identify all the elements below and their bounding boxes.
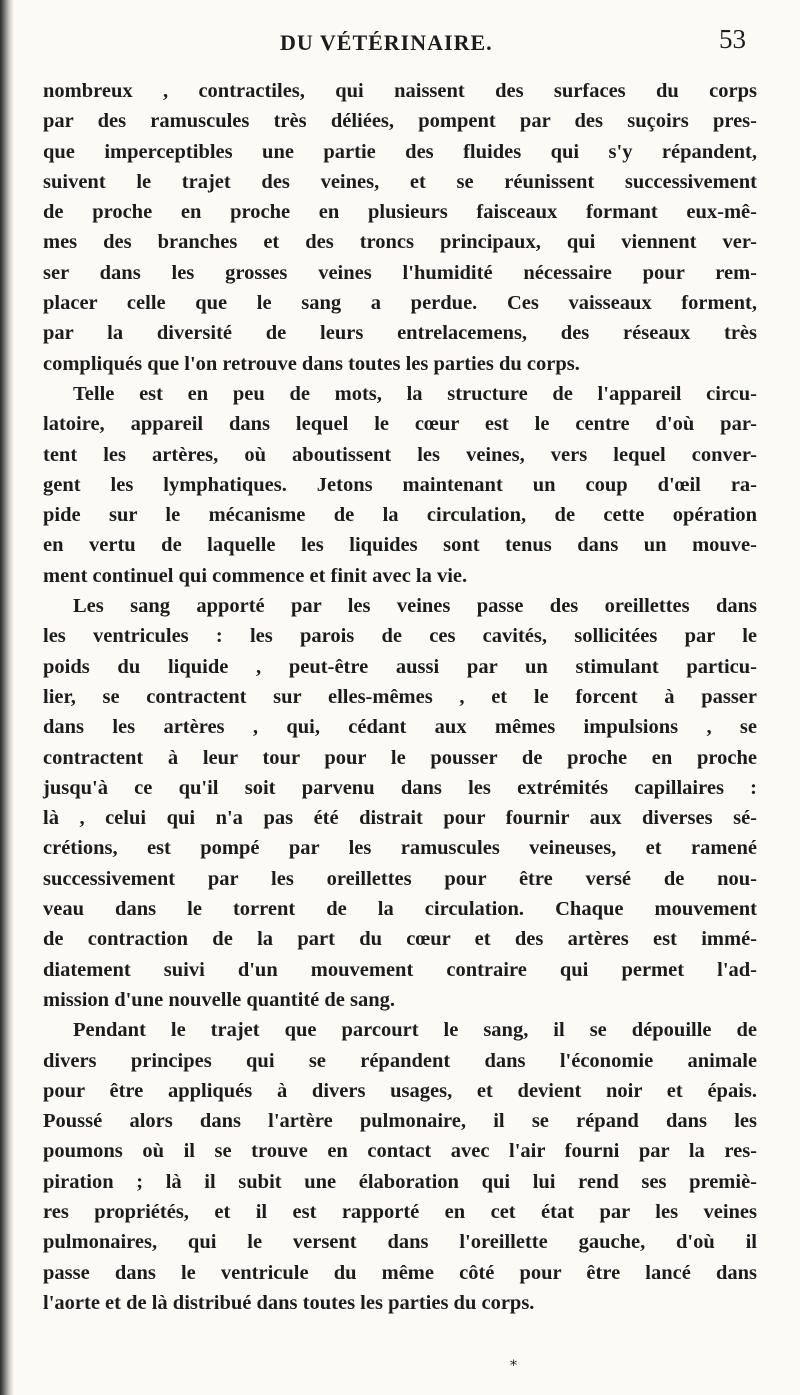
text-line: que imperceptibles une partie des fluides qui s'y répandent, bbox=[43, 140, 757, 163]
text-line: tent les artères, où aboutissent les veines, vers lequel conver- bbox=[43, 443, 757, 466]
text-line: Poussé alors dans l'artère pulmonaire, il se répand dans les bbox=[43, 1110, 757, 1133]
text-line: successivement par les oreillettes pour être versé de nou- bbox=[43, 867, 757, 890]
text-line: mes des branches et des troncs principaux, qui viennent ver- bbox=[43, 231, 757, 254]
text-line: crétions, est pompé par les ramuscules veineuses, et ramené bbox=[43, 837, 757, 860]
text-line: passe dans le ventricule du même côté pour être lancé dans bbox=[43, 1261, 757, 1284]
text-line: de contraction de la part du cœur et des artères est immé- bbox=[43, 928, 757, 951]
text-line: pour être appliqués à divers usages, et devient noir et épais. bbox=[43, 1079, 757, 1102]
page-header bbox=[0, 20, 800, 60]
text-line: Les sang apporté par les veines passe des oreillettes dans bbox=[73, 595, 757, 618]
paragraph-3 bbox=[43, 591, 757, 1015]
text-line: par des ramuscules très déliées, pompent par des suçoirs pres- bbox=[43, 110, 757, 133]
page-number: 53 bbox=[719, 24, 746, 54]
printer-signature-mark: * bbox=[510, 1358, 517, 1374]
text-line: divers principes qui se répandent dans l'économie animale bbox=[43, 1049, 757, 1072]
text-line: jusqu'à ce qu'il soit parvenu dans les extrémités capillaires : bbox=[43, 776, 757, 799]
text-line: en vertu de laquelle les liquides sont tenus dans un mouve- bbox=[43, 534, 757, 557]
text-line: suivent le trajet des veines, et se réunissent successivement bbox=[43, 170, 757, 193]
text-line: veau dans le torrent de la circulation. Chaque mouvement bbox=[43, 898, 757, 921]
text-line: poids du liquide , peut-être aussi par un stimulant particu- bbox=[43, 655, 757, 678]
text-line: ser dans les grosses veines l'humidité nécessaire pour rem- bbox=[43, 261, 757, 284]
text-line: piration ; là il subit une élaboration qui lui rend ses premiè- bbox=[43, 1170, 757, 1193]
text-line: dans les artères , qui, cédant aux mêmes impulsions , se bbox=[43, 716, 757, 739]
body-text bbox=[43, 76, 757, 1318]
text-line: placer celle que le sang a perdue. Ces vaisseaux forment, bbox=[43, 292, 757, 315]
paragraph-4 bbox=[43, 1015, 757, 1318]
text-line: Telle est en peu de mots, la structure de l'appareil circu- bbox=[73, 382, 757, 405]
text-line: contractent à leur tour pour le pousser de proche en proche bbox=[43, 746, 757, 769]
text-line: lier, se contractent sur elles-mêmes , et le forcent à passer bbox=[43, 685, 757, 708]
text-line: res propriétés, et il est rapporté en cet état par les veines bbox=[43, 1200, 757, 1223]
text-line: pulmonaires, qui le versent dans l'oreillette gauche, d'où il bbox=[43, 1231, 757, 1254]
text-line: les ventricules : les parois de ces cavités, sollicitées par le bbox=[43, 625, 757, 648]
text-line: gent les lymphatiques. Jetons maintenant un coup d'œil ra- bbox=[43, 473, 757, 496]
running-title: DU VÉTÉRINAIRE. bbox=[280, 30, 493, 55]
text-line: diatement suivi d'un mouvement contraire qui permet l'ad- bbox=[43, 958, 757, 981]
text-line: latoire, appareil dans lequel le cœur est le centre d'où par- bbox=[43, 413, 757, 436]
paragraph-2 bbox=[43, 379, 757, 591]
text-line: Pendant le trajet que parcourt le sang, il se dépouille de bbox=[73, 1019, 757, 1042]
text-line: de proche en proche en plusieurs faisceaux formant eux-mê- bbox=[43, 201, 757, 224]
text-line: ment continuel qui commence et finit avec la vie. bbox=[43, 564, 468, 587]
text-line: poumons où il se trouve en contact avec l'air fourni par la res- bbox=[43, 1140, 757, 1163]
paragraph-1 bbox=[43, 76, 757, 379]
text-line: compliqués que l'on retrouve dans toutes les parties du corps. bbox=[43, 352, 580, 375]
text-line: pide sur le mécanisme de la circulation, de cette opération bbox=[43, 504, 757, 527]
page-binding-edge bbox=[0, 0, 14, 1395]
text-line: mission d'une nouvelle quantité de sang. bbox=[43, 988, 395, 1011]
text-line: par la diversité de leurs entrelacemens, des réseaux très bbox=[43, 322, 757, 345]
text-line: l'aorte et de là distribué dans toutes les parties du corps. bbox=[43, 1291, 535, 1314]
text-line: nombreux , contractiles, qui naissent des surfaces du corps bbox=[43, 80, 757, 102]
text-line: là , celui qui n'a pas été distrait pour fournir aux diverses sé- bbox=[43, 807, 757, 830]
